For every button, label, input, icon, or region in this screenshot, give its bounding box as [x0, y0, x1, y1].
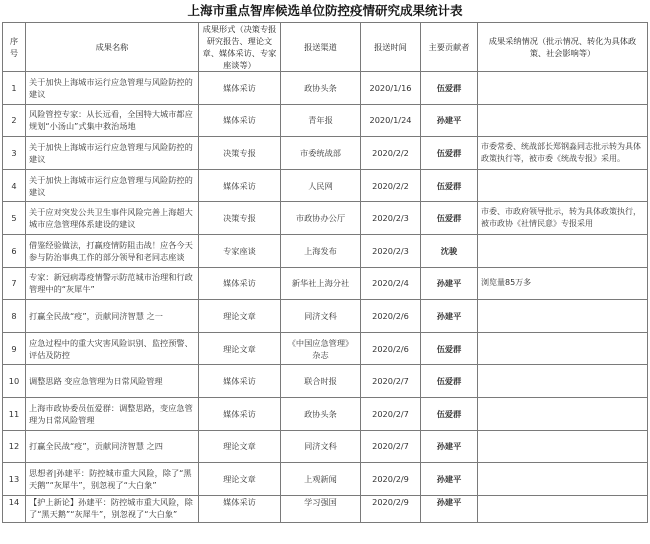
cell-channel: 上海发布	[281, 234, 361, 267]
cell-no: 8	[3, 300, 26, 333]
table-row	[3, 202, 648, 235]
cell-adoption	[478, 463, 648, 496]
cell-contributor: 伍爱群	[421, 169, 478, 202]
results-table	[2, 22, 648, 523]
cell-channel: 市委统战部	[281, 137, 361, 170]
cell-no: 7	[3, 267, 26, 300]
cell-contributor: 伍爱群	[421, 332, 478, 365]
header-name: 成果名称	[26, 23, 199, 72]
cell-channel: 《中国应急管理》杂志	[281, 332, 361, 365]
cell-no: 4	[3, 169, 26, 202]
cell-no: 5	[3, 202, 26, 235]
cell-form: 理论文章	[199, 430, 281, 463]
cell-form: 媒体采访	[199, 397, 281, 430]
cell-form: 决策专报	[199, 137, 281, 170]
cell-date: 2020/2/7	[361, 397, 421, 430]
cell-form: 决策专报	[199, 202, 281, 235]
header-row	[3, 23, 648, 72]
table-row	[3, 495, 648, 522]
cell-contributor: 伍爱群	[421, 397, 478, 430]
cell-contributor: 孙建平	[421, 463, 478, 496]
cell-no: 11	[3, 397, 26, 430]
cell-contributor: 伍爱群	[421, 72, 478, 105]
table-row	[3, 72, 648, 105]
cell-channel: 同济文科	[281, 430, 361, 463]
cell-date: 2020/1/24	[361, 104, 421, 137]
cell-date: 2020/2/9	[361, 463, 421, 496]
cell-contributor: 孙建平	[421, 267, 478, 300]
cell-no: 12	[3, 430, 26, 463]
cell-channel: 人民网	[281, 169, 361, 202]
table-row	[3, 104, 648, 137]
cell-adoption	[478, 300, 648, 333]
cell-date: 2020/1/16	[361, 72, 421, 105]
document-title: 上海市重点智库候选单位防控疫情研究成果统计表	[187, 3, 463, 18]
cell-contributor: 孙建平	[421, 430, 478, 463]
cell-date: 2020/2/6	[361, 300, 421, 333]
cell-form: 理论文章	[199, 332, 281, 365]
cell-name: 关于加快上海城市运行应急管理与风险防控的建议	[26, 169, 199, 202]
cell-form: 理论文章	[199, 300, 281, 333]
cell-adoption: 浏览量85万多	[478, 267, 648, 300]
table-row	[3, 267, 648, 300]
header-date: 报送时间	[361, 23, 421, 72]
cell-no: 13	[3, 463, 26, 496]
cell-adoption: 市委、市政府领导批示，转为具体政策执行，被市政协《社情民意》专报采用	[478, 202, 648, 235]
cell-form: 媒体采访	[199, 365, 281, 398]
cell-name: 打赢全民战“疫”，贡献同济智慧 之一	[26, 300, 199, 333]
table-row	[3, 397, 648, 430]
cell-date: 2020/2/9	[361, 495, 421, 522]
cell-name: 关于加快上海城市运行应急管理与风险防控的建议	[26, 72, 199, 105]
cell-no: 9	[3, 332, 26, 365]
cell-date: 2020/2/2	[361, 137, 421, 170]
cell-contributor: 伍爱群	[421, 202, 478, 235]
table-row	[3, 234, 648, 267]
cell-name: 思想者|孙建平：防控城市重大风险，除了“黑天鹅”“灰犀牛”，别忽视了“大白象”	[26, 463, 199, 496]
cell-contributor: 伍爱群	[421, 137, 478, 170]
cell-adoption	[478, 104, 648, 137]
header-contributor: 主要贡献者	[421, 23, 478, 72]
cell-channel: 市政协办公厅	[281, 202, 361, 235]
cell-date: 2020/2/3	[361, 202, 421, 235]
cell-name: 风险管控专家：从长远看，全国特大城市都应规划“小汤山”式集中救治场地	[26, 104, 199, 137]
cell-name: 【护上新论】孙建平：防控城市重大风险，除了“黑天鹅”“灰犀牛”，别忽视了“大白象”	[26, 495, 199, 522]
cell-name: 应急过程中的重大灾害风险识别、监控预警、评估及防控	[26, 332, 199, 365]
cell-date: 2020/2/2	[361, 169, 421, 202]
cell-no: 1	[3, 72, 26, 105]
table-row	[3, 300, 648, 333]
cell-channel: 学习强国	[281, 495, 361, 522]
cell-name: 借鉴经验做法，打赢疫情防阻击战！应各今天参与防治事典工作的部分领导和老同志座谈	[26, 234, 199, 267]
cell-adoption	[478, 430, 648, 463]
cell-contributor: 伍爱群	[421, 365, 478, 398]
cell-form: 媒体采访	[199, 72, 281, 105]
cell-adoption	[478, 72, 648, 105]
cell-channel: 青年报	[281, 104, 361, 137]
cell-no: 10	[3, 365, 26, 398]
table-body	[3, 72, 648, 523]
cell-channel: 联合时报	[281, 365, 361, 398]
cell-form: 专家座谈	[199, 234, 281, 267]
cell-channel: 新华社上海分社	[281, 267, 361, 300]
cell-adoption: 市委常委、统战部长郑钢淼同志批示转为具体政策执行等，被市委《统战专报》采用。	[478, 137, 648, 170]
cell-form: 媒体采访	[199, 104, 281, 137]
cell-contributor: 孙建平	[421, 300, 478, 333]
cell-adoption	[478, 169, 648, 202]
header-channel: 报送渠道	[281, 23, 361, 72]
cell-adoption	[478, 234, 648, 267]
cell-form: 理论文章	[199, 463, 281, 496]
table-header	[3, 23, 648, 72]
cell-adoption	[478, 332, 648, 365]
cell-adoption	[478, 495, 648, 522]
cell-form: 媒体采访	[199, 495, 281, 522]
cell-date: 2020/2/7	[361, 365, 421, 398]
cell-channel: 上观新闻	[281, 463, 361, 496]
cell-no: 14	[3, 495, 26, 522]
cell-channel: 政协头条	[281, 397, 361, 430]
table-row	[3, 137, 648, 170]
table-row	[3, 169, 648, 202]
header-no: 序号	[3, 23, 26, 72]
table-row	[3, 332, 648, 365]
cell-name: 专家：新冠病毒疫情警示防范城市治理和行政管理中的“灰犀牛”	[26, 267, 199, 300]
cell-channel: 政协头条	[281, 72, 361, 105]
header-adoption: 成果采纳情况（批示情况、转化为具体政策、社会影响等）	[478, 23, 648, 72]
cell-date: 2020/2/7	[361, 430, 421, 463]
header-form: 成果形式（决策专报研究报告、理论文章、媒体采访、专家座谈等）	[199, 23, 281, 72]
cell-adoption	[478, 365, 648, 398]
table-row	[3, 430, 648, 463]
cell-no: 2	[3, 104, 26, 137]
cell-name: 上海市政协委员伍爱群：调整思路，变应急管理为日常风险管理	[26, 397, 199, 430]
cell-date: 2020/2/3	[361, 234, 421, 267]
cell-form: 媒体采访	[199, 169, 281, 202]
table-row	[3, 365, 648, 398]
cell-form: 媒体采访	[199, 267, 281, 300]
cell-adoption	[478, 397, 648, 430]
cell-channel: 同济文科	[281, 300, 361, 333]
cell-no: 6	[3, 234, 26, 267]
table-row	[3, 463, 648, 496]
cell-name: 关于加快上海城市运行应急管理与风险防控的建议	[26, 137, 199, 170]
cell-date: 2020/2/6	[361, 332, 421, 365]
cell-contributor: 孙建平	[421, 495, 478, 522]
cell-contributor: 沈骏	[421, 234, 478, 267]
cell-no: 3	[3, 137, 26, 170]
cell-name: 调整思路 变应急管理为日常风险管理	[26, 365, 199, 398]
cell-date: 2020/2/4	[361, 267, 421, 300]
cell-name: 关于应对突发公共卫生事件风险完善上海超大城市应急管理体系建设的建议	[26, 202, 199, 235]
cell-name: 打赢全民战“疫”，贡献同济智慧 之四	[26, 430, 199, 463]
cell-contributor: 孙建平	[421, 104, 478, 137]
